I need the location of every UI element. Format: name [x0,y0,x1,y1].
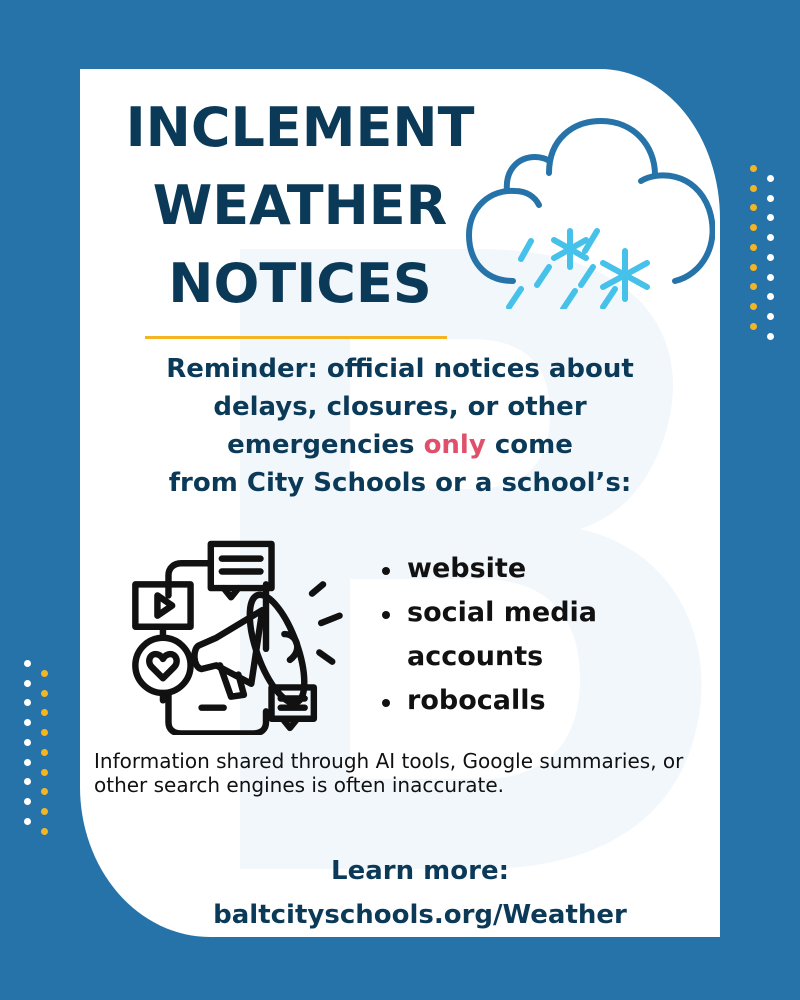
ai-disclaimer-text: Information shared through AI tools, Google summaries, or other search engines is often inaccurate. [94,749,684,797]
accent-divider [145,336,447,339]
phone-megaphone-social-media-icon [128,535,358,735]
cloud-snow-rain-icon [465,109,715,309]
title-line-2: WEATHER [152,174,448,237]
decorative-dots-right [750,165,780,345]
channel-item-social-media: social media [380,591,597,635]
reminder-line-3 [100,426,700,464]
reminder-text [100,350,700,502]
reminder-line-2: delays, closures, or other [213,392,587,422]
reminder-line-3-start: emergencies [227,430,424,460]
official-channels-list [380,547,597,723]
decorative-dots-left [24,660,54,840]
learn-more-section [180,849,660,937]
title-line-3: NOTICES [168,252,432,315]
reminder-line-1: Reminder: official notices about [166,354,634,384]
notice-card [80,69,720,937]
only-highlight: only [423,430,486,460]
learn-more-link[interactable]: baltcityschools.org/Weather [213,900,627,930]
channel-item-social-media-cont: accounts [407,641,544,672]
page-title [110,89,490,323]
learn-more-label: Learn more: [331,856,509,886]
reminder-line-3-end: come [485,430,573,460]
title-line-1: INCLEMENT [125,96,475,159]
channel-item-website: website [380,547,597,591]
channel-item-robocalls: robocalls [380,679,597,723]
reminder-line-4: from City Schools or a school’s: [168,468,632,498]
